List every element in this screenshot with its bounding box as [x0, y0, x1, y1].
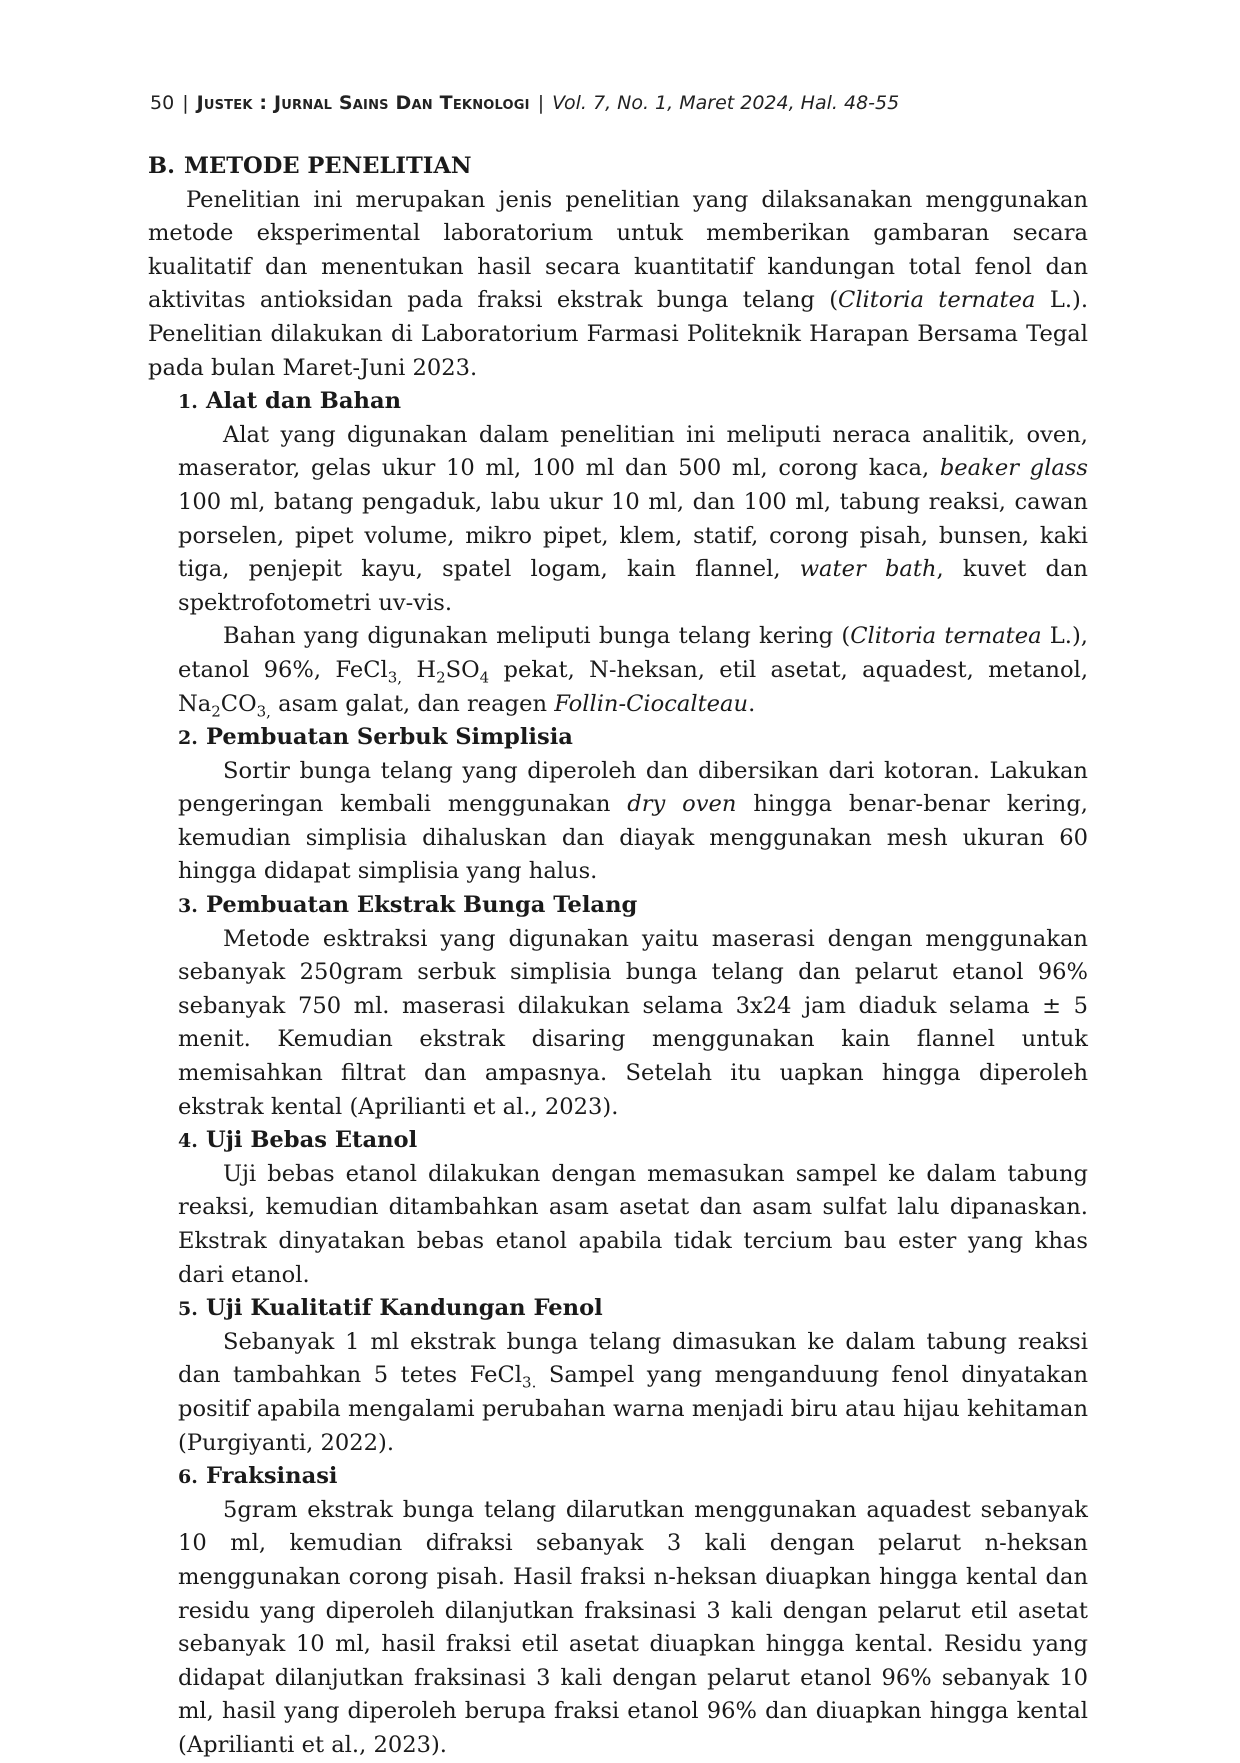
fenol-paragraph: Sebanyak 1 ml ekstrak bunga telang dimasukan ke dalam tabung reaksi dan tambahkan 5 tetes FeCl$_{3.}$ Sampel yang menganduung fenol dinyatakan positif apabila mengalami perubahan warna menjadi biru atau hijau kehitaman (Purgiyanti, 2022). [178, 1328, 1088, 1456]
main-content [148, 150, 1088, 1763]
subsection-heading: 2. Pembuatan Serbuk Simplisia [178, 724, 573, 751]
ekstrak-paragraph: Metode esktraksi yang digunakan yaitu maserasi dengan menggunakan sebanyak 250gram serbuk simplisia bunga telang dan pelarut etanol 96% sebanyak 750 ml. maserasi dilakukan selama 3x24 jam diaduk selama ± 5 menit. Kemudian ekstrak disaring menggunakan kain flannel untuk memisahkan filtrat dan ampasnya. Setelah itu uapkan hingga diperoleh ekstrak kental (Aprilianti et al., 2023). [178, 925, 1088, 1120]
subsection-fenol [178, 1292, 1088, 1460]
section-heading [148, 150, 1088, 184]
section-title: METODE PENELITIAN [184, 153, 472, 179]
running-header: 50 | Justek : Jurnal Sains Dan Teknologi | Vol. 7, No. 1, Maret 2024, Hal. 48-55 [150, 92, 900, 114]
subsection-heading: 6. Fraksinasi [178, 1463, 338, 1490]
subsection-fraksinasi [178, 1460, 1088, 1762]
subsection-heading: 4. Uji Bebas Etanol [178, 1127, 418, 1154]
intro-paragraph: Penelitian ini merupakan jenis penelitian yang dilaksanakan menggunakan metode eksperimental laboratorium untuk memberikan gambaran secara kualitatif dan menentukan hasil secara kuantitatif kandungan total fenol dan aktivitas antioksidan pada fraksi ekstrak bunga telang (Clitoria ternatea L.). Penelitian dilakukan di Laboratorium Farmasi Politeknik Harapan Bersama Tegal pada bulan Maret-Juni 2023. [148, 186, 1088, 381]
fraksinasi-paragraph: 5gram ekstrak bunga telang dilarutkan menggunakan aquadest sebanyak 10 ml, kemudian difraksi sebanyak 3 kali dengan pelarut n-heksan menggunakan corong pisah. Hasil fraksi n-heksan diuapkan hingga kental dan residu yang diperoleh dilanjutkan fraksinasi 3 kali dengan pelarut etil asetat sebanyak 10 ml, hasil fraksi etil asetat diuapkan hingga kental. Residu yang didapat dilanjutkan fraksinasi 3 kali dengan pelarut etanol 96% sebanyak 10 ml, hasil yang diperoleh berupa fraksi etanol 96% dan diuapkan hingga kental (Aprilianti et al., 2023). [178, 1496, 1088, 1758]
bebas-etanol-paragraph: Uji bebas etanol dilakukan dengan memasukan sampel ke dalam tabung reaksi, kemudian ditambahkan asam asetat dan asam sulfat lalu dipanaskan. Ekstrak dinyatakan bebas etanol apabila tidak tercium bau ester yang khas dari etanol. [178, 1160, 1088, 1288]
subsection-alat-bahan [178, 385, 1088, 721]
subsection-serbuk [178, 721, 1088, 889]
subsection-bebas-etanol [178, 1124, 1088, 1292]
subsection-ekstrak [178, 889, 1088, 1124]
subsection-heading: 5. Uji Kualitatif Kandungan Fenol [178, 1295, 603, 1322]
subsection-heading: 3. Pembuatan Ekstrak Bunga Telang [178, 892, 638, 919]
journal-name: Justek : Jurnal Sains Dan Teknologi [196, 92, 530, 114]
page-number: 50 [150, 92, 175, 114]
volume-info: Vol. 7, No. 1, Maret 2024, Hal. 48-55 [552, 92, 900, 114]
bahan-paragraph: Bahan yang digunakan meliputi bunga telang kering (Clitoria ternatea L.), etanol 96%, FeCl$_{3,}$ $H_2SO_4$ pekat, N-heksan, etil asetat, aquadest, metanol, $Na_2CO_{3,}$ asam galat, dan reagen Follin-Ciocalteau. [178, 623, 1088, 721]
alat-paragraph: Alat yang digunakan dalam penelitian ini meliputi neraca analitik, oven, maserator, gelas ukur 10 ml, 100 ml dan 500 ml, corong kaca, beaker glass 100 ml, batang pengaduk, labu ukur 10 ml, dan 100 ml, tabung reaksi, cawan porselen, pipet volume, mikro pipet, klem, statif, corong pisah, bunsen, kaki tiga, penjepit kayu, spatel logam, kain flannel, water bath, kuvet dan spektrofotometri uv-vis. [178, 421, 1088, 616]
section-number: B. [148, 153, 175, 179]
subsection-heading: 1. Alat dan Bahan [178, 388, 402, 415]
serbuk-paragraph: Sortir bunga telang yang diperoleh dan dibersikan dari kotoran. Lakukan pengeringan kembali menggunakan dry oven hingga benar-benar kering, kemudian simplisia dihaluskan dan diayak menggunakan mesh ukuran 60 hingga didapat simplisia yang halus. [178, 757, 1088, 885]
